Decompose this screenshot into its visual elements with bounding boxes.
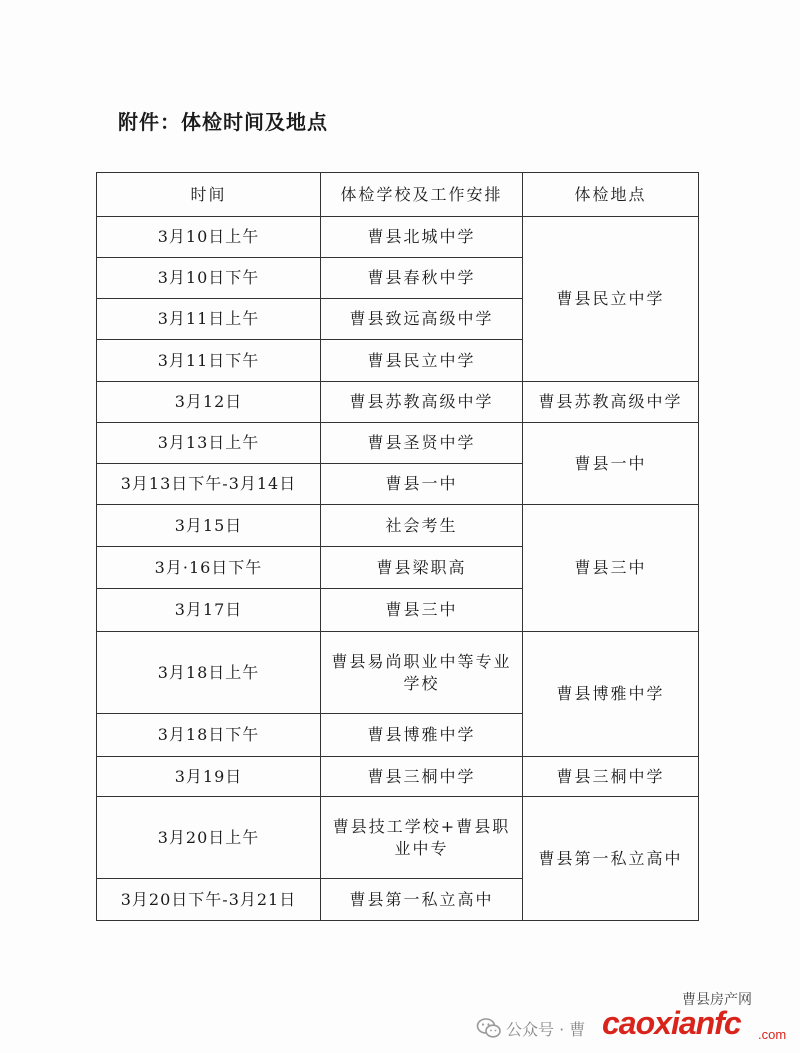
row-school: 曹县技工学校+曹县职业中专 — [321, 797, 523, 879]
location-cell: 曹县博雅中学 — [523, 632, 699, 757]
table-row — [97, 757, 699, 797]
row-time: 3月11日下午 — [97, 340, 321, 382]
table-row — [97, 797, 699, 879]
watermark-account: 公众号 · 曹 — [506, 1020, 586, 1039]
watermark-brand: caoxianfc — [602, 1005, 741, 1041]
row-school: 曹县三桐中学 — [321, 757, 523, 797]
row-school: 曹县民立中学 — [321, 340, 523, 382]
table-row — [97, 217, 699, 258]
row-school: 曹县博雅中学 — [321, 714, 523, 757]
document-title: 附件：体检时间及地点 — [118, 110, 328, 134]
location-cell: 曹县苏教高级中学 — [523, 382, 699, 423]
row-time: 3月19日 — [97, 757, 321, 797]
wechat-icon — [476, 1015, 502, 1041]
header-school: 体检学校及工作安排 — [321, 173, 523, 217]
exam-schedule-table — [96, 172, 699, 921]
row-time: 3月·16日下午 — [97, 547, 321, 589]
row-school: 曹县易尚职业中等专业学校 — [321, 632, 523, 714]
location-cell: 曹县民立中学 — [523, 217, 699, 382]
location-cell: 曹县三中 — [523, 505, 699, 632]
row-school: 曹县第一私立高中 — [321, 879, 523, 921]
row-time: 3月10日下午 — [97, 258, 321, 299]
row-school: 曹县梁职高 — [321, 547, 523, 589]
row-school: 曹县圣贤中学 — [321, 423, 523, 464]
row-time: 3月13日上午 — [97, 423, 321, 464]
row-school: 曹县致远高级中学 — [321, 299, 523, 340]
row-time: 3月15日 — [97, 505, 321, 547]
table-row — [97, 505, 699, 547]
row-time: 3月13日下午-3月14日 — [97, 464, 321, 505]
row-time: 3月11日上午 — [97, 299, 321, 340]
watermark-site-name: 曹县房产网 — [682, 992, 752, 1008]
table-row — [97, 423, 699, 464]
header-location: 体检地点 — [523, 173, 699, 217]
row-time: 3月12日 — [97, 382, 321, 423]
header-time: 时间 — [97, 173, 321, 217]
row-time: 3月10日上午 — [97, 217, 321, 258]
watermark — [0, 985, 800, 1053]
location-cell: 曹县第一私立高中 — [523, 797, 699, 921]
row-time: 3月18日下午 — [97, 714, 321, 757]
row-time: 3月20日下午-3月21日 — [97, 879, 321, 921]
table-row — [97, 632, 699, 714]
row-school: 社会考生 — [321, 505, 523, 547]
row-time: 3月17日 — [97, 589, 321, 632]
row-school: 曹县北城中学 — [321, 217, 523, 258]
row-school: 曹县苏教高级中学 — [321, 382, 523, 423]
location-cell: 曹县三桐中学 — [523, 757, 699, 797]
row-time: 3月18日上午 — [97, 632, 321, 714]
watermark-brand-suffix: .com — [758, 1027, 787, 1042]
table-header-row — [97, 173, 699, 217]
row-school: 曹县三中 — [321, 589, 523, 632]
row-school: 曹县春秋中学 — [321, 258, 523, 299]
row-time: 3月20日上午 — [97, 797, 321, 879]
location-cell: 曹县一中 — [523, 423, 699, 505]
row-school: 曹县一中 — [321, 464, 523, 505]
table-row — [97, 382, 699, 423]
